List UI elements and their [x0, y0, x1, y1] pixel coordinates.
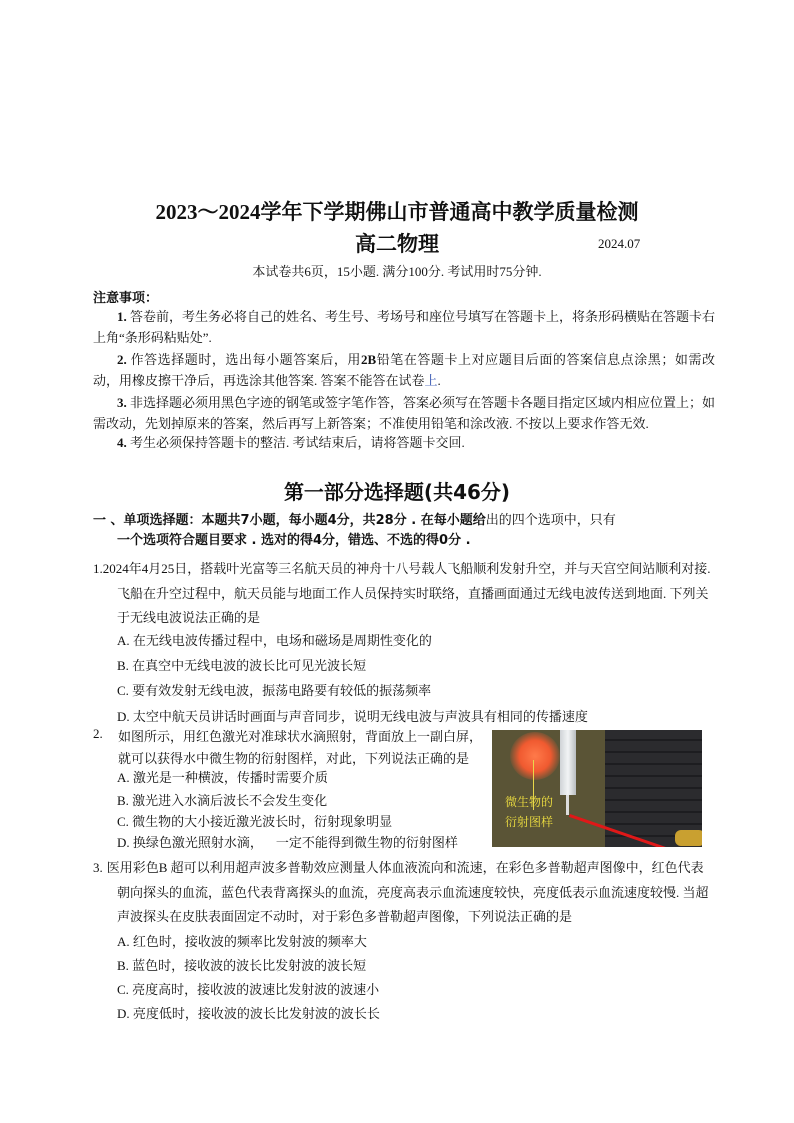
item-number: 1.	[117, 309, 127, 324]
option: C. 亮度高时，接收波的波速比发射波的波速小	[117, 982, 380, 997]
figure-label: 微生物的 衍射图样	[505, 795, 554, 829]
notice-heading: 注意事项：	[93, 291, 159, 306]
exam-info: 本试卷共6页，15小题. 满分100分. 考试用时75分钟.	[252, 264, 542, 279]
section-text-bold: 一个选项符合题目要求 . 选对的得4分，错选、不选的得0分 .	[117, 533, 471, 548]
item-text: 作答选择题时，选出每小题答案后，用	[130, 352, 361, 367]
question-number: 3.	[93, 860, 103, 875]
section-text: 出的四个选项中，只有	[485, 513, 616, 528]
item-text: 非选择题必须用黑色字迹的钢笔或签字笔作答，答案必须写在答题卡各题目指定区域内相应位置上；如需改动，先划掉原来的答案，然后再写上新答案；不准使用铅笔和涂改液. 不按以上要求作答无效.	[93, 395, 716, 431]
question-number: 2.	[93, 726, 103, 741]
question-1	[93, 557, 715, 631]
option: D. 换绿色激光照射水滴， 一定不能得到微生物的衍射图样	[117, 835, 458, 850]
option: A. 激光是一种横波，传播时需要介质	[117, 770, 328, 785]
option: C. 微生物的大小接近激光波长时，衍射现象明显	[117, 814, 393, 829]
question-stem: 如图所示，用红色激光对准球状水滴照射，背面放上一副白屏，	[118, 729, 483, 744]
item-text: 考生必须保持答题卡的整洁. 考试结束后，请将答题卡交回.	[130, 435, 465, 450]
item-number: 2.	[117, 352, 127, 367]
exam-date: 2024.07	[598, 236, 641, 251]
notice-item	[93, 349, 715, 391]
item-number: 3.	[117, 395, 127, 410]
question-stem: 就可以获得水中微生物的衍射图样，对此，下列说法正确的是	[118, 751, 470, 766]
exam-title: 2023～2024学年下学期佛山市普通高中教学质量检测	[155, 200, 639, 224]
syringe	[560, 730, 576, 795]
item-text-blue: 上	[424, 373, 438, 388]
notice-item	[93, 392, 715, 434]
section-header	[93, 511, 718, 551]
question-stem: 医用彩色B 超可以利用超声波多普勒效应测量人体血液流向和流速，在彩色多普勒超声图像中，红色代表朝向探头的血流，蓝色代表背离探头的血流，亮度高表示血流速度较快，亮度低表示血流速度较慢. 当超声波探头在皮肤表面固定不动时，对于彩色多普勒超声图像，下列说法正确的是	[106, 860, 709, 924]
diffraction-figure	[492, 730, 702, 847]
notice-item	[93, 306, 715, 348]
diffraction-pattern	[510, 732, 560, 780]
option: B. 在真空中无线电波的波长比可见光波长短	[117, 658, 367, 673]
part-title: 第一部分选择题(共46分)	[283, 480, 511, 504]
option: D. 亮度低时，接收波的波长比发射波的波长长	[117, 1006, 380, 1021]
option: A. 红色时，接收波的频率比发射波的频率大	[117, 934, 367, 949]
section-text-bold: 一 、单项选择题：本题共7小题，每小题4分，共28分 . 在每小题给	[93, 513, 486, 528]
laser-pointer	[675, 830, 702, 846]
question-stem: 2024年4月25日，搭载叶光富等三名航天员的神舟十八号载人飞船顺利发射升空，并与天宫空间站顺利对接. 飞船在升空过程中，航天员能与地面工作人员保持实时联络，直播画面通过无线电波传送到地面. 下列关于无线电波说法正确的是	[102, 561, 711, 625]
option: D. 太空中航天员讲话时画面与声音同步，说明无线电波与声波具有相同的传播速度	[117, 709, 588, 724]
option: B. 激光进入水滴后波长不会发生变化	[117, 793, 328, 808]
question-3	[93, 856, 715, 930]
option: C. 要有效发射无线电波，振荡电路要有较低的振荡频率	[117, 683, 432, 698]
question-number: 1.	[93, 561, 103, 576]
item-text: 铅笔在答题卡上对应题目后面的答案信息点涂黑；如需改动，用橡皮擦干净后，再选涂其他答案. 答案不能答在试卷	[93, 352, 715, 388]
item-text: 答卷前，考生务必将自己的姓名、考生号、考场号和座位号填写在答题卡上，将条形码横贴在答题卡右上角“条形码粘贴处”.	[93, 309, 716, 345]
item-text: .	[437, 373, 441, 388]
item-bold: 2B	[360, 352, 377, 367]
option: B. 蓝色时，接收波的波长比发射波的波长短	[117, 958, 367, 973]
notice-item	[93, 432, 715, 453]
syringe-needle	[566, 795, 569, 815]
option: A. 在无线电波传播过程中，电场和磁场是周期性变化的	[117, 633, 432, 648]
exam-subject: 高二物理	[355, 232, 439, 256]
item-number: 4.	[117, 435, 127, 450]
